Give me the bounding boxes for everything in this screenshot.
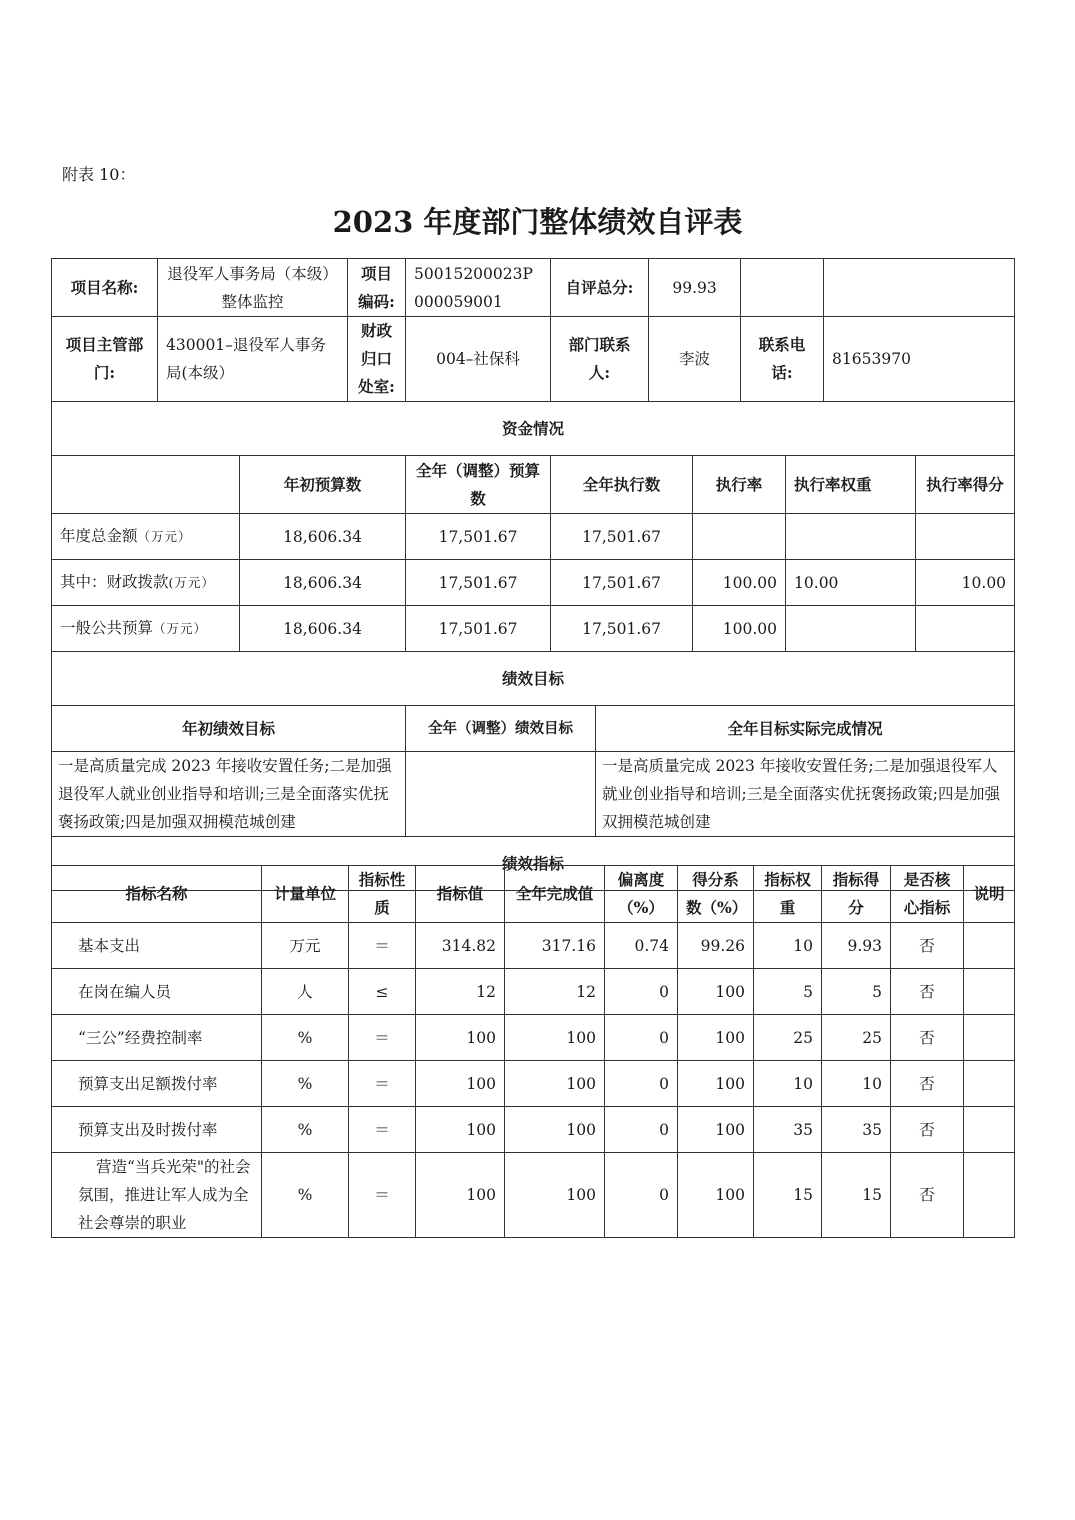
header-row-2 xyxy=(52,317,1015,402)
ind-score: 35 xyxy=(822,1107,891,1153)
funds-adjusted: 17,501.67 xyxy=(406,560,551,606)
ind-col-target: 指标值 xyxy=(416,866,505,923)
ind-weight: 35 xyxy=(754,1107,822,1153)
ind-deviation: 0 xyxy=(605,1153,678,1238)
goals-section-title: 绩效目标 xyxy=(52,652,1015,706)
empty-cell xyxy=(741,259,824,317)
ind-col-weight: 指标权重 xyxy=(754,866,822,923)
goals-col-actual: 全年目标实际完成情况 xyxy=(596,706,1015,752)
funds-col-score: 执行率得分 xyxy=(916,456,1015,514)
ind-core: 否 xyxy=(891,1015,964,1061)
ind-name: 在岗在编人员 xyxy=(52,969,262,1015)
ind-col-note: 说明 xyxy=(964,866,1015,923)
ind-nature: ≤ xyxy=(349,969,416,1015)
ind-col-core: 是否核心指标 xyxy=(891,866,964,923)
ind-note xyxy=(964,923,1015,969)
goals-initial-text: 一是高质量完成 2023 年接收安置任务;二是加强退役军人就业创业指导和培训;三是全面落实优抚褒扬政策;四是加强双拥模范城创建 xyxy=(52,752,406,837)
ind-weight: 10 xyxy=(754,1061,822,1107)
funds-executed: 17,501.67 xyxy=(551,514,693,560)
ind-deviation: 0.74 xyxy=(605,923,678,969)
empty-cell xyxy=(824,259,1015,317)
ind-deviation: 0 xyxy=(605,1015,678,1061)
funds-row-label: 一般公共预算（万元） xyxy=(52,606,240,652)
indicator-row xyxy=(52,969,1015,1015)
funds-section-title: 资金情况 xyxy=(52,402,1015,456)
ind-col-actual: 全年完成值 xyxy=(505,866,605,923)
funds-adjusted: 17,501.67 xyxy=(406,514,551,560)
ind-coef: 99.26 xyxy=(678,923,754,969)
ind-deviation: 0 xyxy=(605,1107,678,1153)
ind-actual: 12 xyxy=(505,969,605,1015)
goals-header-row xyxy=(52,706,1015,752)
ind-weight: 15 xyxy=(754,1153,822,1238)
ind-target: 100 xyxy=(416,1061,505,1107)
funds-weight: 10.00 xyxy=(786,560,916,606)
indicator-row xyxy=(52,1107,1015,1153)
funds-row xyxy=(52,560,1015,606)
ind-weight: 25 xyxy=(754,1015,822,1061)
dept-label: 项目主管部门: xyxy=(52,317,158,402)
goals-actual-text: 一是高质量完成 2023 年接收安置任务;二是加强退役军人就业创业指导和培训;三是全面落实优抚褒扬政策;四是加强双拥模范城创建 xyxy=(596,752,1015,837)
indicators-body xyxy=(52,923,1015,1238)
dept-value: 430001–退役军人事务局(本级） xyxy=(158,317,348,402)
ind-core: 否 xyxy=(891,1061,964,1107)
contact-value: 李波 xyxy=(649,317,741,402)
ind-col-nature: 指标性质 xyxy=(349,866,416,923)
ind-name: 预算支出足额拨付率 xyxy=(52,1061,262,1107)
funds-row-label: 年度总金额（万元） xyxy=(52,514,240,560)
ind-note xyxy=(964,1107,1015,1153)
ind-coef: 100 xyxy=(678,1107,754,1153)
project-code-value: 50015200023P000059001 xyxy=(406,259,551,317)
evaluation-table xyxy=(51,258,1015,891)
ind-actual: 100 xyxy=(505,1015,605,1061)
ind-core: 否 xyxy=(891,1153,964,1238)
total-score-value: 99.93 xyxy=(649,259,741,317)
ind-unit: 人 xyxy=(262,969,349,1015)
ind-nature: ＝ xyxy=(349,1153,416,1238)
goals-col-initial: 年初绩效目标 xyxy=(52,706,406,752)
ind-score: 9.93 xyxy=(822,923,891,969)
header-row-1 xyxy=(52,259,1015,317)
finance-office-value: 004–社保科 xyxy=(406,317,551,402)
page-title: 2023 年度部门整体绩效自评表 xyxy=(332,205,743,239)
funds-rate xyxy=(693,514,786,560)
phone-label: 联系电话: xyxy=(741,317,824,402)
funds-score xyxy=(916,606,1015,652)
ind-col-name: 指标名称 xyxy=(52,866,262,923)
ind-weight: 10 xyxy=(754,923,822,969)
ind-deviation: 0 xyxy=(605,1061,678,1107)
funds-col-weight: 执行率权重 xyxy=(786,456,916,514)
funds-row xyxy=(52,514,1015,560)
ind-score: 15 xyxy=(822,1153,891,1238)
indicator-row xyxy=(52,1061,1015,1107)
goals-row xyxy=(52,752,1015,837)
ind-actual: 100 xyxy=(505,1061,605,1107)
funds-adjusted: 17,501.67 xyxy=(406,606,551,652)
total-score-label: 自评总分: xyxy=(551,259,649,317)
ind-unit: % xyxy=(262,1153,349,1238)
funds-row xyxy=(52,606,1015,652)
phone-value: 81653970 xyxy=(824,317,1015,402)
funds-col-blank xyxy=(52,456,240,514)
ind-note xyxy=(964,1153,1015,1238)
funds-score: 10.00 xyxy=(916,560,1015,606)
ind-note xyxy=(964,1015,1015,1061)
ind-unit: 万元 xyxy=(262,923,349,969)
funds-header-row xyxy=(52,456,1015,514)
project-code-label: 项目编码: xyxy=(348,259,406,317)
ind-nature: ＝ xyxy=(349,1015,416,1061)
ind-col-unit: 计量单位 xyxy=(262,866,349,923)
ind-deviation: 0 xyxy=(605,969,678,1015)
ind-core: 否 xyxy=(891,923,964,969)
ind-core: 否 xyxy=(891,1107,964,1153)
funds-col-rate: 执行率 xyxy=(693,456,786,514)
funds-rate: 100.00 xyxy=(693,560,786,606)
ind-target: 12 xyxy=(416,969,505,1015)
ind-weight: 5 xyxy=(754,969,822,1015)
finance-office-label: 财政归口处室: xyxy=(348,317,406,402)
ind-nature: ＝ xyxy=(349,1061,416,1107)
ind-unit: % xyxy=(262,1061,349,1107)
funds-weight xyxy=(786,514,916,560)
funds-initial: 18,606.34 xyxy=(240,514,406,560)
ind-core: 否 xyxy=(891,969,964,1015)
ind-name: 预算支出及时拨付率 xyxy=(52,1107,262,1153)
ind-col-score: 指标得分 xyxy=(822,866,891,923)
ind-nature: ＝ xyxy=(349,1107,416,1153)
indicators-header-row xyxy=(52,866,1015,923)
funds-executed: 17,501.67 xyxy=(551,606,693,652)
ind-actual: 100 xyxy=(505,1107,605,1153)
project-name-label: 项目名称: xyxy=(52,259,158,317)
goals-col-adjusted: 全年（调整）绩效目标 xyxy=(406,706,596,752)
ind-name: “三公”经费控制率 xyxy=(52,1015,262,1061)
ind-coef: 100 xyxy=(678,1015,754,1061)
ind-nature: ＝ xyxy=(349,923,416,969)
ind-unit: % xyxy=(262,1015,349,1061)
goals-adjusted-text xyxy=(406,752,596,837)
ind-note xyxy=(964,969,1015,1015)
indicator-row xyxy=(52,1015,1015,1061)
ind-score: 10 xyxy=(822,1061,891,1107)
funds-section-row xyxy=(52,402,1015,456)
funds-col-executed: 全年执行数 xyxy=(551,456,693,514)
funds-col-adjusted: 全年（调整）预算数 xyxy=(406,456,551,514)
funds-score xyxy=(916,514,1015,560)
funds-row-label: 其中：财政拨款(万元） xyxy=(52,560,240,606)
indicators-section-title: 绩效指标 xyxy=(52,837,1015,891)
ind-unit: % xyxy=(262,1107,349,1153)
ind-col-coef: 得分系数（%） xyxy=(678,866,754,923)
ind-coef: 100 xyxy=(678,969,754,1015)
project-name-value: 退役军人事务局（本级）整体监控 xyxy=(158,259,348,317)
ind-note xyxy=(964,1061,1015,1107)
funds-executed: 17,501.67 xyxy=(551,560,693,606)
indicator-row xyxy=(52,1153,1015,1238)
contact-label: 部门联系人: xyxy=(551,317,649,402)
ind-actual: 100 xyxy=(505,1153,605,1238)
funds-col-initial: 年初预算数 xyxy=(240,456,406,514)
funds-rate: 100.00 xyxy=(693,606,786,652)
ind-target: 100 xyxy=(416,1107,505,1153)
ind-name: 营造“当兵光荣"的社会氛围，推进让军人成为全社会尊崇的职业 xyxy=(52,1153,262,1238)
funds-weight xyxy=(786,606,916,652)
ind-score: 25 xyxy=(822,1015,891,1061)
attachment-label: 附表 10： xyxy=(62,165,136,184)
ind-target: 100 xyxy=(416,1153,505,1238)
indicator-row xyxy=(52,923,1015,969)
ind-actual: 317.16 xyxy=(505,923,605,969)
funds-initial: 18,606.34 xyxy=(240,606,406,652)
ind-score: 5 xyxy=(822,969,891,1015)
funds-initial: 18,606.34 xyxy=(240,560,406,606)
indicators-table xyxy=(51,865,1015,1238)
ind-coef: 100 xyxy=(678,1061,754,1107)
ind-target: 314.82 xyxy=(416,923,505,969)
ind-coef: 100 xyxy=(678,1153,754,1238)
ind-name: 基本支出 xyxy=(52,923,262,969)
ind-target: 100 xyxy=(416,1015,505,1061)
goals-section-row xyxy=(52,652,1015,706)
ind-col-deviation: 偏离度（%） xyxy=(605,866,678,923)
